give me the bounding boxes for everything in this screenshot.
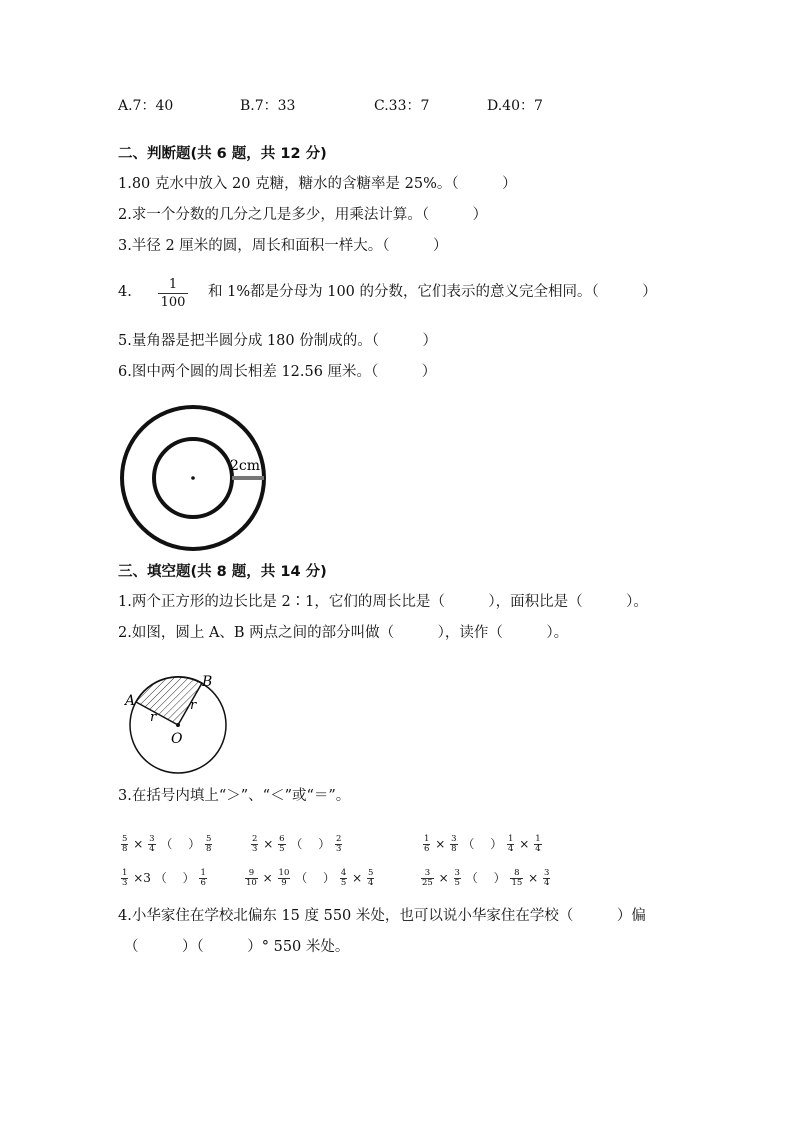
fill-q4-line1: 4.小华家住在学校北偏东 15 度 550 米处，也可以说小华家住在学校（ ）偏	[118, 908, 646, 924]
compare-item-4: $\frac{1}{3}$ ×3 （ ） $\frac{1}{6}$	[122, 868, 206, 888]
fraction: $\frac{9}{10}$	[246, 868, 257, 888]
judgment-q4-text: 和 1%都是分母为 100 的分数，它们表示的意义完全相同。（ ）	[208, 284, 657, 300]
option-d: D.40：7	[487, 98, 543, 114]
center-o-label: O	[171, 731, 183, 747]
answer-blank[interactable]: （ ）	[160, 837, 201, 851]
center-point	[191, 476, 195, 480]
answer-blank[interactable]: （ ）	[154, 871, 195, 885]
fraction: $\frac{3}{5}$	[454, 868, 460, 888]
gap-label: 2cm	[230, 458, 261, 474]
fraction: $\frac{3}{4}$	[149, 834, 155, 854]
answer-blank[interactable]: （ ）	[290, 837, 331, 851]
section2-heading: 二、判断题(共 6 题，共 12 分)	[118, 146, 327, 162]
fraction: $\frac{5}{8}$	[206, 834, 212, 854]
radius-label-right: r	[190, 698, 197, 713]
fraction: $\frac{1}{6}$	[424, 834, 430, 854]
fraction-denominator: 100	[160, 295, 186, 310]
fraction-numerator: 1	[158, 276, 188, 294]
answer-blank[interactable]: （ ）	[465, 871, 506, 885]
section3-heading: 三、填空题(共 8 题，共 14 分)	[118, 564, 327, 580]
fill-q1: 1.两个正方形的边长比是 2∶1，它们的周长比是（ ），面积比是（ ）。	[118, 594, 648, 610]
judgment-q5: 5.量角器是把半圆分成 180 份制成的。（ ）	[118, 333, 437, 349]
fraction: $\frac{6}{5}$	[279, 834, 285, 854]
compare-item-6: $\frac{3}{25}$ × $\frac{3}{5}$ （ ） $\frac{8}{15}$ × $\frac{3}{4}$	[422, 868, 550, 888]
judgment-q4-number: 4.	[118, 284, 132, 300]
judgment-q2: 2.求一个分数的几分之几是多少，用乘法计算。（ ）	[118, 207, 488, 223]
fraction: $\frac{3}{8}$	[451, 834, 457, 854]
fill-q3: 3.在括号内填上“＞”、“＜”或“＝”。	[118, 788, 351, 804]
fraction: $\frac{10}{9}$	[278, 868, 290, 888]
judgment-q1: 1.80 克水中放入 20 克糖，糖水的含糖率是 25%。（ ）	[118, 176, 517, 192]
fill-q4-line2: （ ）（ ）° 550 米处。	[124, 939, 350, 955]
fraction: $\frac{1}{4}$	[535, 834, 541, 854]
compare-item-3: $\frac{1}{6}$ × $\frac{3}{8}$ （ ） $\frac{1}{4}$ × $\frac{1}{4}$	[424, 834, 541, 854]
option-a: A.7：40	[118, 98, 174, 114]
fraction: $\frac{1}{6}$	[200, 868, 206, 888]
fraction: $\frac{4}{5}$	[340, 868, 347, 888]
fraction-one-hundredth	[158, 276, 188, 311]
fraction: $\frac{2}{3}$	[336, 834, 342, 854]
fraction: $\frac{3}{4}$	[544, 868, 550, 888]
sector-circle-figure	[120, 668, 250, 798]
fraction: $\frac{2}{3}$	[252, 834, 258, 854]
compare-item-1: $\frac{5}{8}$ × $\frac{3}{4}$ （ ） $\frac{5}{8}$	[122, 834, 212, 854]
compare-item-5: $\frac{9}{10}$ × $\frac{10}{9}$ （ ） $\frac{4}{5}$ × $\frac{5}{4}$	[246, 868, 374, 888]
fill-q2: 2.如图，圆上 A、B 两点之间的部分叫做（ ），读作（ ）。	[118, 625, 569, 641]
fraction: $\frac{1}{3}$	[122, 868, 128, 888]
judgment-q6: 6.图中两个圆的周长相差 12.56 厘米。（ ）	[118, 364, 437, 380]
point-a-label: A	[125, 693, 136, 709]
fraction: $\frac{3}{25}$	[422, 868, 433, 888]
fraction: $\frac{5}{8}$	[122, 834, 128, 854]
fraction: $\frac{8}{15}$	[511, 868, 523, 888]
compare-item-2: $\frac{2}{3}$ × $\frac{6}{5}$ （ ） $\frac{2}{3}$	[252, 834, 342, 854]
option-c: C.33：7	[374, 98, 430, 114]
fraction: $\frac{1}{4}$	[508, 834, 514, 854]
concentric-circles-figure	[118, 402, 278, 558]
answer-blank[interactable]: （ ）	[462, 837, 503, 851]
option-b: B.7：33	[240, 98, 296, 114]
point-b-label: B	[202, 674, 213, 690]
center-o	[176, 723, 180, 727]
radius-label-left: r	[150, 710, 157, 725]
fraction: $\frac{5}{4}$	[368, 868, 374, 888]
judgment-q3: 3.半径 2 厘米的圆，周长和面积一样大。（ ）	[118, 238, 448, 254]
answer-blank[interactable]: （ ）	[295, 871, 336, 885]
